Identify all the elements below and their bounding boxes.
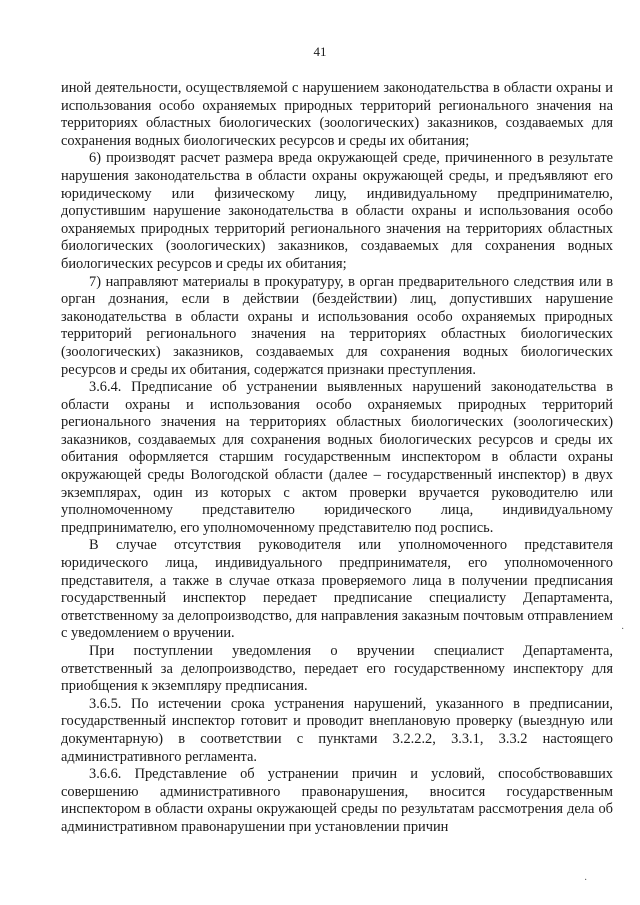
paragraph-notification: При поступлении уведомления о вручении специалист Департамента, ответственный за делопроизводство, передает его государственному инспектору для приобщения к экземпляру предписания. bbox=[61, 643, 613, 695]
scan-speck: · bbox=[621, 624, 625, 635]
paragraph-item-6: 6) производят расчет размера вреда окружающей среде, причиненного в результате нарушения законодательства в области охраны окружающей среды, и предъявляют его юридическому или физическому лицу, индивидуальному предпринимателю, допустившим нарушение законодательства в области охраны и использования особо охраняемых природных территорий регионального значения на территориях областных биологических (зоологических) заказников, создаваемых для сохранения водных биологических ресурсов и среды их обитания; bbox=[61, 150, 613, 272]
paragraph-continuation: иной деятельности, осуществляемой с нарушением законодательства в области охраны и использования особо охраняемых природных территорий регионального значения на территориях областных биологических (зоологических) заказников, создаваемых для сохранения водных биологических ресурсов и среды их обитания; bbox=[61, 80, 613, 149]
paragraph-item-7: 7) направляют материалы в прокуратуру, в орган предварительного следствия или в орган дознания, если в действии (бездействии) лиц, допустивших нарушение законодательства в области охраны и использования особо охраняемых природных территорий регионального значения на территориях областных биологических (зоологических) заказников, создаваемых для сохранения водных биологических ресурсов и среды их обитания, содержатся признаки преступления. bbox=[61, 273, 613, 378]
paragraph-3-6-6: 3.6.6. Представление об устранении причин и условий, способствовавших совершению административного правонарушения, вносится государственным инспектором в области охраны окружающей среды по результатам рассмотрения дела об административном правонарушении при установлении причин bbox=[61, 766, 613, 835]
paragraph-3-6-4: 3.6.4. Предписание об устранении выявленных нарушений законодательства в области охраны и использования особо охраняемых природных территорий регионального значения на территориях областных биологических (зоологических) заказников, создаваемых для сохранения водных биологических ресурсов и среды их обитания оформляется старшим государственным инспектором в области охраны окружающей среды Вологодской области (далее – государственный инспектор) в двух экземплярах, один из которых с актом проверки вручается руководителю или уполномоченному представителю юридического лица, индивидуальному предпринимателю, его уполномоченному представителю под роспись. bbox=[61, 379, 613, 536]
document-body bbox=[61, 80, 613, 837]
paragraph-3-6-5: 3.6.5. По истечении срока устранения нарушений, указанного в предписании, государственный инспектор готовит и проводит внеплановую проверку (выездную или документарную) в соответствии с пунктами 3.2.2.2, 3.3.1, 3.3.2 настоящего административного регламента. bbox=[61, 695, 613, 765]
scan-speck: · bbox=[584, 875, 588, 886]
paragraph-absence-case: В случае отсутствия руководителя или уполномоченного представителя юридического лица, индивидуального предпринимателя, его уполномоченного представителя, а также в случае отказа проверяемого лица в получении предписания государственный инспектор передает предписание специалисту Департамента, ответственному за делопроизводство, для направления заказным почтовым отправлением с уведомлением о вручении. bbox=[61, 537, 613, 642]
page-number: 41 bbox=[313, 44, 327, 59]
